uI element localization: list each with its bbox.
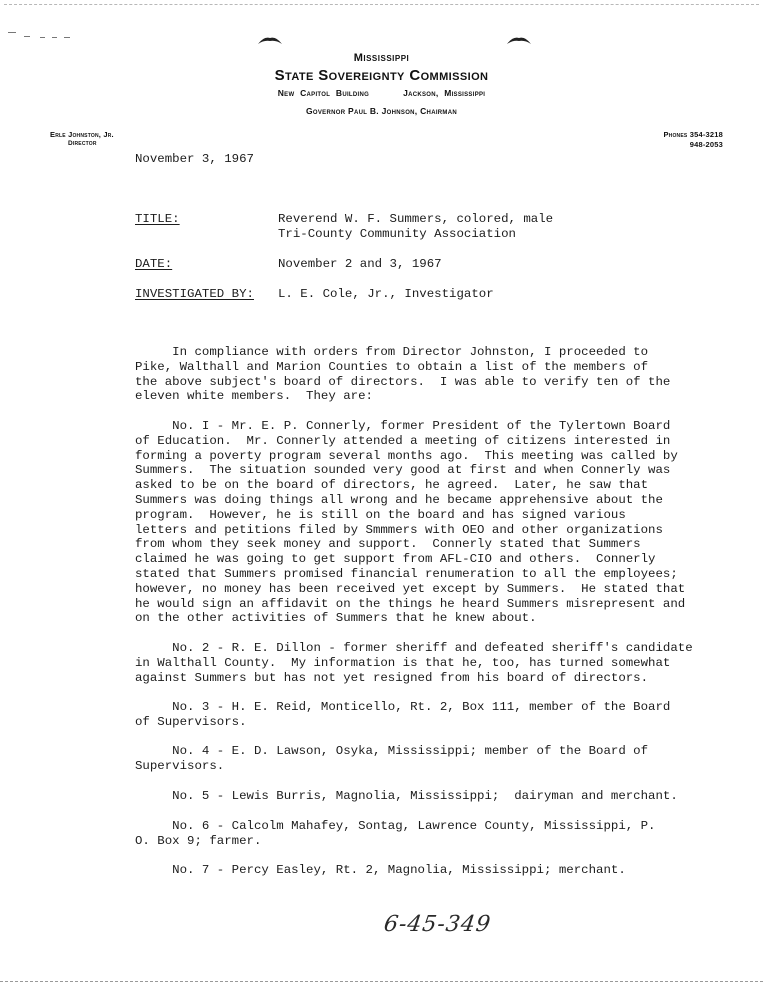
scan-mark: [8, 32, 16, 33]
letterhead-organization: State Sovereignty Commission: [274, 67, 489, 84]
member-item-1: No. I - Mr. E. P. Connerly, former President of the Tylertown Board of Education. Mr. Connerly attended a meeting of citizens interested in forming a poverty program several months ago. This meeting was called by Summers. The situation sounded very good at first and when Connerly was asked to be on the board of directors, he agreed. Later, he saw that Summers was doing things all wrong and he became apprehensive about the program. However, he is still on the board and has signed various letters and petitions filed by Smmmers with OEO and other organizations from whom they seek money and support. Connerly stated that Summers claimed he was going to get support from AFL-CIO and others. Connerly stated that Summers promised financial renumeration to all the employees; however, no money has been received yet except by Summers. He stated that he would sign an affidavit on the things he heard Summers misrepresent and on the other activities of Summers that he knew about.: [135, 419, 686, 626]
member-item-5: No. 5 - Lewis Burris, Magnolia, Mississippi; dairyman and merchant.: [135, 789, 678, 803]
investigated-value: L. E. Cole, Jr., Investigator: [278, 287, 494, 301]
memo-date: November 3, 1967: [135, 152, 254, 166]
date-value: November 2 and 3, 1967: [278, 257, 442, 271]
date-label: DATE:: [135, 257, 173, 271]
scan-border-top: [4, 4, 759, 5]
director-name: Erle Johnston, Jr.: [50, 130, 114, 139]
letterhead-address: [0, 88, 763, 98]
title-label: TITLE:: [135, 212, 180, 226]
title-line-1: Reverend W. F. Summers, colored, male: [278, 212, 554, 226]
scan-mark: [64, 37, 70, 38]
member-item-4: No. 4 - E. D. Lawson, Osyka, Mississippi; member of the Board of Supervisors.: [135, 744, 649, 773]
investigated-label: INVESTIGATED BY:: [135, 287, 254, 301]
scan-border-bottom: [0, 981, 763, 982]
phone-line-1: Phones 354-3218: [663, 130, 723, 139]
seal-mark-icon: [257, 34, 283, 46]
member-item-3: No. 3 - H. E. Reid, Monticello, Rt. 2, Box 111, member of the Board of Supervisors.: [135, 700, 671, 729]
handwritten-file-number: 6-45-349: [382, 912, 493, 937]
scan-mark: [52, 37, 57, 38]
member-item-6: No. 6 - Calcolm Mahafey, Sontag, Lawrence County, Mississippi, P. O. Box 9; farmer.: [135, 819, 656, 848]
member-item-7: No. 7 - Percy Easley, Rt. 2, Magnolia, Mississippi; merchant.: [135, 863, 626, 877]
intro-paragraph: In compliance with orders from Director Johnston, I proceeded to Pike, Walthall and Marion Counties to obtain a list of the members of the above subject's board of directors. I was able to verify ten of the eleven white members. They are:: [135, 345, 671, 404]
member-item-2: No. 2 - R. E. Dillon - former sheriff and defeated sheriff's candidate in Walthall County. My information is that he, too, has turned somewhat against Summers but has not yet resigned from his board of directors.: [135, 641, 693, 685]
seal-mark-icon: [506, 34, 532, 46]
letterhead-building: New Capitol Building: [277, 88, 370, 98]
director-title: Director: [68, 140, 97, 147]
phone-line-2: 948-2053: [689, 140, 723, 149]
scan-mark: [24, 36, 30, 37]
letterhead-governor: Governor Paul B. Johnson, Chairman: [306, 106, 457, 116]
title-line-2: Tri-County Community Association: [278, 227, 516, 241]
letterhead-state: Mississippi: [353, 52, 410, 64]
letterhead-city: Jackson, Mississippi: [403, 88, 486, 98]
scan-mark: [40, 37, 45, 38]
